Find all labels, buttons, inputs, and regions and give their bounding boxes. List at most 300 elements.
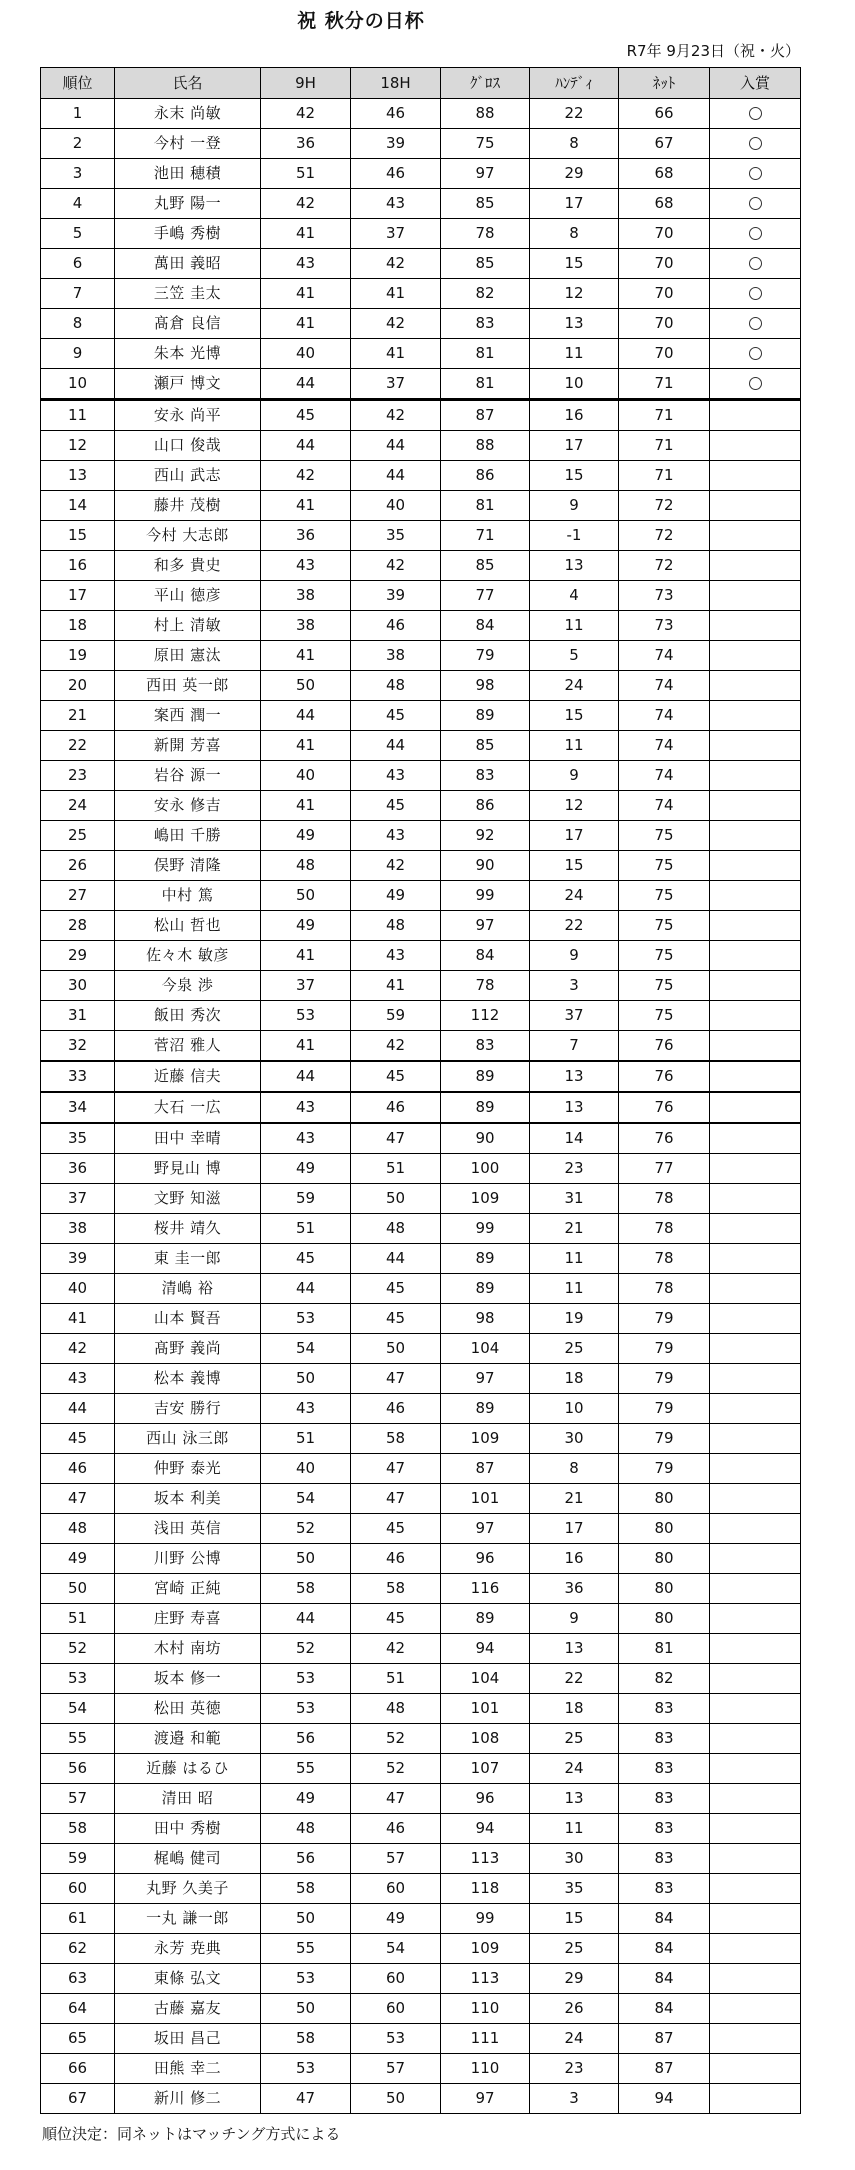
table-row xyxy=(41,941,801,971)
gross-cell: 97 xyxy=(441,2084,530,2114)
name-cell: 坂本 修一 xyxy=(115,1664,261,1694)
name-cell: 山口 俊哉 xyxy=(115,431,261,461)
table-row xyxy=(41,309,801,339)
net-cell: 83 xyxy=(619,1694,710,1724)
prize-cell xyxy=(710,611,801,641)
name-cell: 吉安 勝行 xyxy=(115,1394,261,1424)
back-nine-cell: 50 xyxy=(351,1184,441,1214)
gross-cell: 112 xyxy=(441,1001,530,1031)
prize-cell xyxy=(710,851,801,881)
table-row xyxy=(41,1154,801,1184)
handicap-cell: 11 xyxy=(530,611,619,641)
front-nine-cell: 40 xyxy=(261,1454,351,1484)
front-nine-cell: 36 xyxy=(261,521,351,551)
front-nine-cell: 36 xyxy=(261,129,351,159)
table-row xyxy=(41,249,801,279)
front-nine-cell: 54 xyxy=(261,1334,351,1364)
gross-cell: 87 xyxy=(441,400,530,431)
table-row xyxy=(41,1123,801,1154)
handicap-cell: 11 xyxy=(530,339,619,369)
prize-cell xyxy=(710,129,801,159)
column-header-name: 氏名 xyxy=(115,68,261,99)
net-cell: 74 xyxy=(619,641,710,671)
handicap-cell: 18 xyxy=(530,1364,619,1394)
handicap-cell: 16 xyxy=(530,400,619,431)
gross-cell: 99 xyxy=(441,1214,530,1244)
rank-cell: 36 xyxy=(41,1154,115,1184)
name-cell: 松田 英徳 xyxy=(115,1694,261,1724)
gross-cell: 85 xyxy=(441,249,530,279)
gross-cell: 101 xyxy=(441,1694,530,1724)
rank-cell: 23 xyxy=(41,761,115,791)
prize-cell xyxy=(710,671,801,701)
net-cell: 71 xyxy=(619,369,710,400)
table-row xyxy=(41,1334,801,1364)
gross-cell: 87 xyxy=(441,1454,530,1484)
net-cell: 75 xyxy=(619,881,710,911)
rank-cell: 4 xyxy=(41,189,115,219)
name-cell: 今泉 渉 xyxy=(115,971,261,1001)
handicap-cell: 25 xyxy=(530,1724,619,1754)
front-nine-cell: 41 xyxy=(261,309,351,339)
handicap-cell: 13 xyxy=(530,1634,619,1664)
rank-cell: 38 xyxy=(41,1214,115,1244)
name-cell: 宮崎 正純 xyxy=(115,1574,261,1604)
front-nine-cell: 42 xyxy=(261,461,351,491)
net-cell: 73 xyxy=(619,611,710,641)
back-nine-cell: 42 xyxy=(351,551,441,581)
table-row xyxy=(41,1031,801,1062)
gross-cell: 89 xyxy=(441,701,530,731)
handicap-cell: 13 xyxy=(530,551,619,581)
prize-cell xyxy=(710,1784,801,1814)
rank-cell: 33 xyxy=(41,1061,115,1092)
name-cell: 古藤 嘉友 xyxy=(115,1994,261,2024)
table-row xyxy=(41,1544,801,1574)
back-nine-cell: 46 xyxy=(351,1394,441,1424)
front-nine-cell: 43 xyxy=(261,551,351,581)
front-nine-cell: 41 xyxy=(261,219,351,249)
gross-cell: 83 xyxy=(441,761,530,791)
rank-cell: 39 xyxy=(41,1244,115,1274)
table-row xyxy=(41,1664,801,1694)
table-row xyxy=(41,1874,801,1904)
table-row xyxy=(41,881,801,911)
prize-cell xyxy=(710,1724,801,1754)
front-nine-cell: 50 xyxy=(261,1364,351,1394)
prize-cell xyxy=(710,1184,801,1214)
rank-cell: 44 xyxy=(41,1394,115,1424)
rank-cell: 52 xyxy=(41,1634,115,1664)
front-nine-cell: 41 xyxy=(261,641,351,671)
column-header-handicap: ﾊﾝﾃﾞｨ xyxy=(530,68,619,99)
handicap-cell: 3 xyxy=(530,2084,619,2114)
net-cell: 71 xyxy=(619,431,710,461)
table-row xyxy=(41,701,801,731)
net-cell: 78 xyxy=(619,1274,710,1304)
front-nine-cell: 44 xyxy=(261,1604,351,1634)
front-nine-cell: 42 xyxy=(261,99,351,129)
prize-cell xyxy=(710,369,801,400)
name-cell: 安永 尚平 xyxy=(115,400,261,431)
net-cell: 83 xyxy=(619,1784,710,1814)
front-nine-cell: 53 xyxy=(261,1001,351,1031)
table-row xyxy=(41,1814,801,1844)
front-nine-cell: 56 xyxy=(261,1724,351,1754)
name-cell: 松本 義博 xyxy=(115,1364,261,1394)
name-cell: 田中 幸晴 xyxy=(115,1123,261,1154)
table-row xyxy=(41,431,801,461)
net-cell: 76 xyxy=(619,1123,710,1154)
prize-cell xyxy=(710,189,801,219)
handicap-cell: 12 xyxy=(530,279,619,309)
net-cell: 68 xyxy=(619,189,710,219)
rank-cell: 54 xyxy=(41,1694,115,1724)
gross-cell: 82 xyxy=(441,279,530,309)
handicap-cell: 26 xyxy=(530,1994,619,2024)
handicap-cell: 22 xyxy=(530,1664,619,1694)
prize-cell xyxy=(710,731,801,761)
name-cell: 案西 潤一 xyxy=(115,701,261,731)
prize-circle-icon xyxy=(749,107,762,120)
prize-cell xyxy=(710,219,801,249)
handicap-cell: 24 xyxy=(530,881,619,911)
rank-cell: 6 xyxy=(41,249,115,279)
rank-cell: 7 xyxy=(41,279,115,309)
rank-cell: 57 xyxy=(41,1784,115,1814)
back-nine-cell: 46 xyxy=(351,1544,441,1574)
net-cell: 83 xyxy=(619,1844,710,1874)
gross-cell: 104 xyxy=(441,1664,530,1694)
prize-cell xyxy=(710,971,801,1001)
gross-cell: 113 xyxy=(441,1844,530,1874)
prize-cell xyxy=(710,1214,801,1244)
table-row xyxy=(41,1214,801,1244)
rank-cell: 51 xyxy=(41,1604,115,1634)
rank-cell: 9 xyxy=(41,339,115,369)
handicap-cell: 8 xyxy=(530,129,619,159)
front-nine-cell: 40 xyxy=(261,339,351,369)
prize-cell xyxy=(710,1574,801,1604)
gross-cell: 116 xyxy=(441,1574,530,1604)
net-cell: 79 xyxy=(619,1364,710,1394)
name-cell: 永芳 尭典 xyxy=(115,1934,261,1964)
gross-cell: 92 xyxy=(441,821,530,851)
prize-cell xyxy=(710,761,801,791)
name-cell: 佐々木 敏彦 xyxy=(115,941,261,971)
prize-cell xyxy=(710,1454,801,1484)
table-row xyxy=(41,461,801,491)
net-cell: 67 xyxy=(619,129,710,159)
gross-cell: 81 xyxy=(441,369,530,400)
table-row xyxy=(41,339,801,369)
name-cell: 新開 芳喜 xyxy=(115,731,261,761)
prize-cell xyxy=(710,1394,801,1424)
back-nine-cell: 57 xyxy=(351,1844,441,1874)
gross-cell: 109 xyxy=(441,1934,530,1964)
rank-cell: 22 xyxy=(41,731,115,761)
rank-cell: 19 xyxy=(41,641,115,671)
name-cell: 文野 知滋 xyxy=(115,1184,261,1214)
front-nine-cell: 50 xyxy=(261,671,351,701)
name-cell: 川野 公博 xyxy=(115,1544,261,1574)
table-row xyxy=(41,731,801,761)
back-nine-cell: 58 xyxy=(351,1574,441,1604)
gross-cell: 99 xyxy=(441,1904,530,1934)
prize-cell xyxy=(710,279,801,309)
front-nine-cell: 53 xyxy=(261,1664,351,1694)
prize-cell xyxy=(710,1754,801,1784)
name-cell: 永末 尚敏 xyxy=(115,99,261,129)
table-row xyxy=(41,1454,801,1484)
table-row xyxy=(41,400,801,431)
prize-cell xyxy=(710,491,801,521)
back-nine-cell: 37 xyxy=(351,369,441,400)
prize-cell xyxy=(710,159,801,189)
net-cell: 87 xyxy=(619,2024,710,2054)
gross-cell: 99 xyxy=(441,881,530,911)
back-nine-cell: 52 xyxy=(351,1724,441,1754)
handicap-cell: 11 xyxy=(530,1274,619,1304)
back-nine-cell: 42 xyxy=(351,249,441,279)
name-cell: 飯田 秀次 xyxy=(115,1001,261,1031)
back-nine-cell: 43 xyxy=(351,821,441,851)
name-cell: 瀬戸 博文 xyxy=(115,369,261,400)
net-cell: 74 xyxy=(619,791,710,821)
gross-cell: 101 xyxy=(441,1484,530,1514)
back-nine-cell: 58 xyxy=(351,1424,441,1454)
handicap-cell: 11 xyxy=(530,1244,619,1274)
handicap-cell: 13 xyxy=(530,1092,619,1123)
prize-cell xyxy=(710,1424,801,1454)
rank-cell: 64 xyxy=(41,1994,115,2024)
back-nine-cell: 60 xyxy=(351,1964,441,1994)
net-cell: 74 xyxy=(619,701,710,731)
front-nine-cell: 50 xyxy=(261,1544,351,1574)
table-row xyxy=(41,761,801,791)
front-nine-cell: 44 xyxy=(261,701,351,731)
name-cell: 俣野 清隆 xyxy=(115,851,261,881)
prize-cell xyxy=(710,1604,801,1634)
rank-cell: 56 xyxy=(41,1754,115,1784)
rank-cell: 61 xyxy=(41,1904,115,1934)
rank-cell: 37 xyxy=(41,1184,115,1214)
prize-cell xyxy=(710,431,801,461)
net-cell: 76 xyxy=(619,1092,710,1123)
prize-cell xyxy=(710,791,801,821)
net-cell: 75 xyxy=(619,971,710,1001)
prize-cell xyxy=(710,461,801,491)
net-cell: 80 xyxy=(619,1514,710,1544)
prize-cell xyxy=(710,911,801,941)
rank-cell: 67 xyxy=(41,2084,115,2114)
front-nine-cell: 49 xyxy=(261,911,351,941)
back-nine-cell: 51 xyxy=(351,1154,441,1184)
net-cell: 79 xyxy=(619,1424,710,1454)
gross-cell: 110 xyxy=(441,2054,530,2084)
handicap-cell: 21 xyxy=(530,1214,619,1244)
handicap-cell: -1 xyxy=(530,521,619,551)
front-nine-cell: 44 xyxy=(261,1061,351,1092)
back-nine-cell: 60 xyxy=(351,1994,441,2024)
table-row xyxy=(41,219,801,249)
back-nine-cell: 39 xyxy=(351,129,441,159)
handicap-cell: 30 xyxy=(530,1424,619,1454)
name-cell: 近藤 信夫 xyxy=(115,1061,261,1092)
gross-cell: 104 xyxy=(441,1334,530,1364)
back-nine-cell: 44 xyxy=(351,731,441,761)
table-row xyxy=(41,279,801,309)
rank-cell: 30 xyxy=(41,971,115,1001)
handicap-cell: 5 xyxy=(530,641,619,671)
back-nine-cell: 47 xyxy=(351,1784,441,1814)
column-header-9h: 9H xyxy=(261,68,351,99)
prize-cell xyxy=(710,641,801,671)
front-nine-cell: 48 xyxy=(261,1814,351,1844)
handicap-cell: 9 xyxy=(530,491,619,521)
table-row xyxy=(41,821,801,851)
name-cell: 坂本 利美 xyxy=(115,1484,261,1514)
prize-cell xyxy=(710,1304,801,1334)
handicap-cell: 31 xyxy=(530,1184,619,1214)
table-row xyxy=(41,851,801,881)
handicap-cell: 24 xyxy=(530,671,619,701)
rank-cell: 31 xyxy=(41,1001,115,1031)
name-cell: 池田 穂積 xyxy=(115,159,261,189)
front-nine-cell: 52 xyxy=(261,1634,351,1664)
handicap-cell: 15 xyxy=(530,701,619,731)
rank-cell: 8 xyxy=(41,309,115,339)
gross-cell: 98 xyxy=(441,1304,530,1334)
back-nine-cell: 35 xyxy=(351,521,441,551)
net-cell: 72 xyxy=(619,491,710,521)
prize-cell xyxy=(710,400,801,431)
net-cell: 70 xyxy=(619,219,710,249)
table-row xyxy=(41,129,801,159)
back-nine-cell: 46 xyxy=(351,99,441,129)
handicap-cell: 8 xyxy=(530,219,619,249)
rank-cell: 10 xyxy=(41,369,115,400)
front-nine-cell: 50 xyxy=(261,881,351,911)
prize-cell xyxy=(710,1934,801,1964)
front-nine-cell: 37 xyxy=(261,971,351,1001)
name-cell: 西田 英一郎 xyxy=(115,671,261,701)
prize-circle-icon xyxy=(749,377,762,390)
gross-cell: 118 xyxy=(441,1874,530,1904)
net-cell: 84 xyxy=(619,1904,710,1934)
name-cell: 髙倉 良信 xyxy=(115,309,261,339)
prize-cell xyxy=(710,881,801,911)
back-nine-cell: 57 xyxy=(351,2054,441,2084)
table-row xyxy=(41,1394,801,1424)
name-cell: 東 圭一郎 xyxy=(115,1244,261,1274)
prize-cell xyxy=(710,99,801,129)
rank-cell: 48 xyxy=(41,1514,115,1544)
back-nine-cell: 39 xyxy=(351,581,441,611)
net-cell: 71 xyxy=(619,461,710,491)
name-cell: 嶋田 千勝 xyxy=(115,821,261,851)
back-nine-cell: 60 xyxy=(351,1874,441,1904)
rank-cell: 45 xyxy=(41,1424,115,1454)
front-nine-cell: 43 xyxy=(261,1092,351,1123)
front-nine-cell: 48 xyxy=(261,851,351,881)
front-nine-cell: 45 xyxy=(261,1244,351,1274)
front-nine-cell: 53 xyxy=(261,1304,351,1334)
table-row xyxy=(41,1484,801,1514)
name-cell: 梶嶋 健司 xyxy=(115,1844,261,1874)
name-cell: 三笠 圭太 xyxy=(115,279,261,309)
gross-cell: 78 xyxy=(441,971,530,1001)
gross-cell: 107 xyxy=(441,1754,530,1784)
rank-cell: 29 xyxy=(41,941,115,971)
table-row xyxy=(41,2054,801,2084)
table-row xyxy=(41,1634,801,1664)
handicap-cell: 7 xyxy=(530,1031,619,1062)
handicap-cell: 23 xyxy=(530,1154,619,1184)
table-row xyxy=(41,971,801,1001)
back-nine-cell: 47 xyxy=(351,1364,441,1394)
rank-cell: 46 xyxy=(41,1454,115,1484)
name-cell: 田中 秀樹 xyxy=(115,1814,261,1844)
handicap-cell: 11 xyxy=(530,731,619,761)
gross-cell: 79 xyxy=(441,641,530,671)
back-nine-cell: 43 xyxy=(351,941,441,971)
front-nine-cell: 43 xyxy=(261,1123,351,1154)
rank-cell: 53 xyxy=(41,1664,115,1694)
column-header-net: ﾈｯﾄ xyxy=(619,68,710,99)
back-nine-cell: 47 xyxy=(351,1123,441,1154)
front-nine-cell: 41 xyxy=(261,941,351,971)
gross-cell: 89 xyxy=(441,1274,530,1304)
back-nine-cell: 53 xyxy=(351,2024,441,2054)
net-cell: 75 xyxy=(619,821,710,851)
net-cell: 78 xyxy=(619,1244,710,1274)
gross-cell: 85 xyxy=(441,551,530,581)
net-cell: 84 xyxy=(619,1964,710,1994)
back-nine-cell: 44 xyxy=(351,1244,441,1274)
prize-cell xyxy=(710,701,801,731)
front-nine-cell: 53 xyxy=(261,1694,351,1724)
front-nine-cell: 41 xyxy=(261,279,351,309)
back-nine-cell: 54 xyxy=(351,1934,441,1964)
gross-cell: 81 xyxy=(441,339,530,369)
front-nine-cell: 41 xyxy=(261,791,351,821)
rank-cell: 60 xyxy=(41,1874,115,1904)
gross-cell: 97 xyxy=(441,1364,530,1394)
front-nine-cell: 54 xyxy=(261,1484,351,1514)
handicap-cell: 13 xyxy=(530,309,619,339)
front-nine-cell: 52 xyxy=(261,1514,351,1544)
net-cell: 75 xyxy=(619,1001,710,1031)
net-cell: 75 xyxy=(619,851,710,881)
rank-cell: 21 xyxy=(41,701,115,731)
back-nine-cell: 45 xyxy=(351,1061,441,1092)
back-nine-cell: 44 xyxy=(351,461,441,491)
prize-cell xyxy=(710,521,801,551)
net-cell: 74 xyxy=(619,761,710,791)
back-nine-cell: 50 xyxy=(351,1334,441,1364)
handicap-cell: 14 xyxy=(530,1123,619,1154)
back-nine-cell: 45 xyxy=(351,1604,441,1634)
name-cell: 村上 清敏 xyxy=(115,611,261,641)
name-cell: 丸野 久美子 xyxy=(115,1874,261,1904)
back-nine-cell: 47 xyxy=(351,1484,441,1514)
handicap-cell: 23 xyxy=(530,2054,619,2084)
rank-cell: 18 xyxy=(41,611,115,641)
handicap-cell: 22 xyxy=(530,911,619,941)
front-nine-cell: 51 xyxy=(261,159,351,189)
name-cell: 坂田 昌己 xyxy=(115,2024,261,2054)
